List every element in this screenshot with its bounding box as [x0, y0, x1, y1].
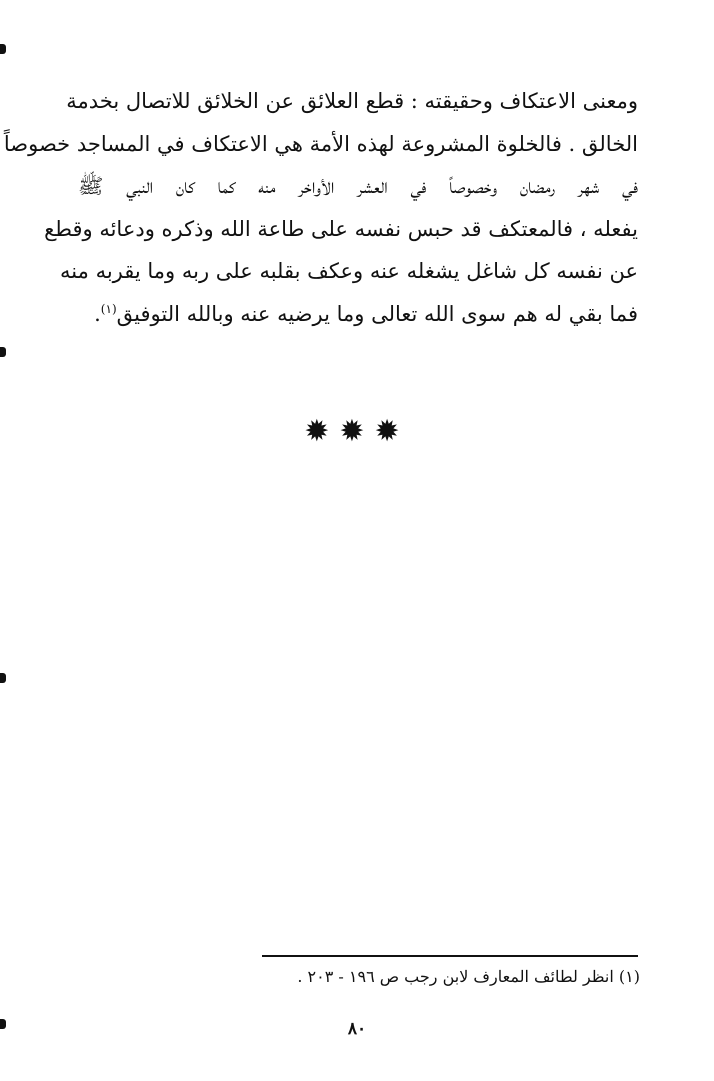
end-punctuation: .	[94, 301, 101, 326]
main-paragraph	[3, 80, 638, 335]
paragraph-line: ومعنى الاعتكاف وحقيقته : قطع العلائق عن الخلائق للاتصال بخدمة	[66, 89, 638, 113]
paragraph-line: يفعله ، فالمعتكف قد حبس نفسه على طاعة الله وذكره ودعائه وقطع	[44, 216, 638, 241]
section-separator-ornament: ✹✹✹	[304, 414, 410, 449]
page-number: ٨٠	[347, 1019, 367, 1039]
paragraph-last-line	[78, 293, 638, 336]
binding-mark	[0, 347, 6, 357]
paragraph-line: عن نفسه كل شاغل يشغله عنه وعكف بقلبه على ربه وما يقربه منه	[60, 259, 638, 283]
paragraph-line: فما بقي له هم سوى الله تعالى وما يرضيه عنه وبالله التوفيق	[116, 301, 638, 326]
footnote-divider	[262, 955, 638, 957]
paragraph-line: في شهر رمضان وخصوصاً في العشر الأواخر منه كما كان النبي ﷺ	[78, 174, 638, 198]
binding-mark	[0, 673, 6, 683]
footnote: (١) انظر لطائف المعارف لابن رجب ص ١٩٦ - ٢٠٣ .	[297, 967, 640, 986]
binding-mark	[0, 44, 6, 54]
footnote-reference: (١)	[100, 301, 117, 316]
paragraph-line: الخالق . فالخلوة المشروعة لهذه الأمة هي الاعتكاف في المساجد خصوصاً	[3, 131, 638, 156]
